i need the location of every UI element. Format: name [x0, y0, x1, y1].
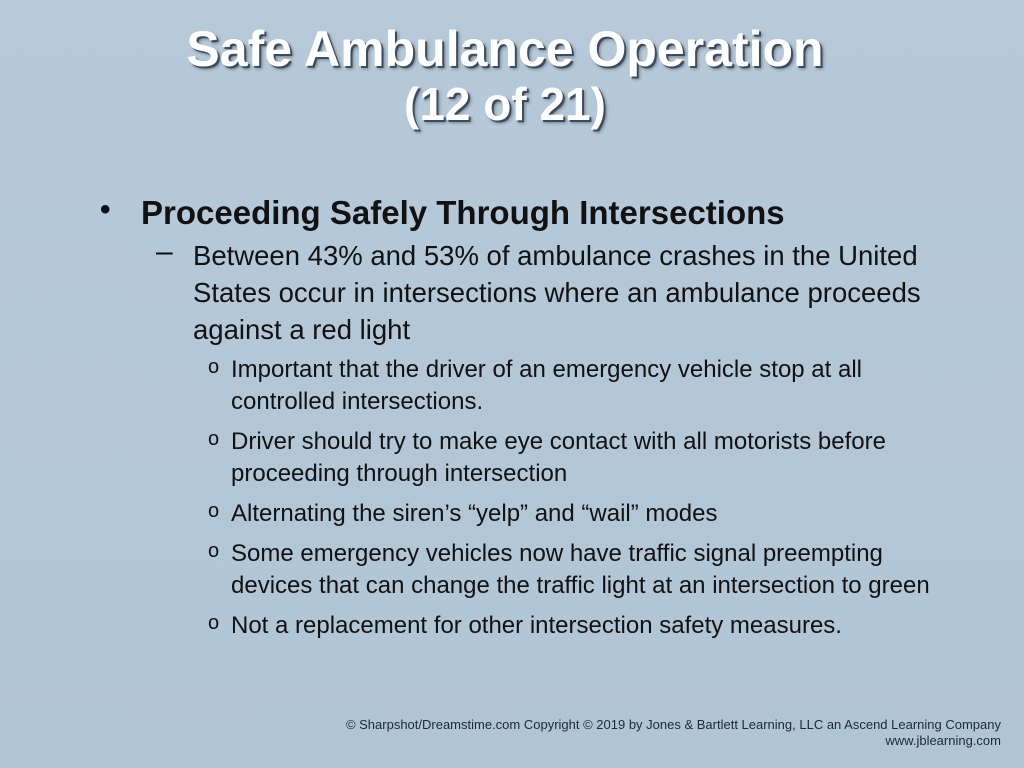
- list-item: [208, 426, 956, 490]
- bullet-circle-icon: o: [208, 500, 220, 522]
- bullet-dash-icon: –: [156, 235, 173, 268]
- list-item-text: Not a replacement for other intersection safety measures.: [231, 612, 842, 639]
- slide-title: [0, 22, 1010, 132]
- list-item: [208, 498, 956, 530]
- sub-bullet-text: Between 43% and 53% of ambulance crashes in the United States occur in intersections where an ambulance proceeds against a red light: [193, 240, 921, 345]
- bullet-dot-icon: •: [100, 193, 111, 226]
- copyright-text: © Sharpshot/Dreamstime.com Copyright © 2019 by Jones & Bartlett Learning, LLC an Ascend Learning Company: [345, 717, 1001, 732]
- title-counter: (12 of 21): [404, 78, 606, 130]
- bullet-circle-icon: o: [208, 428, 220, 450]
- publisher-url: www.jblearning.com: [885, 733, 1001, 748]
- main-bullet: [96, 193, 956, 233]
- list-item-text: Alternating the siren’s “yelp” and “wail” modes: [231, 500, 718, 527]
- detail-list: [208, 354, 956, 642]
- bullet-circle-icon: o: [208, 540, 220, 562]
- list-item: [208, 610, 956, 642]
- main-bullet-text: Proceeding Safely Through Intersections: [141, 194, 785, 231]
- list-item-text: Important that the driver of an emergency vehicle stop at all controlled intersections.: [231, 356, 862, 415]
- slide-content: [96, 193, 956, 650]
- list-item: [208, 354, 956, 418]
- bullet-circle-icon: o: [208, 356, 220, 378]
- list-item-text: Driver should try to make eye contact with all motorists before proceeding through intersection: [231, 428, 886, 487]
- list-item-text: Some emergency vehicles now have traffic signal preempting devices that can change the traffic light at an intersection to green: [231, 540, 930, 599]
- list-item: [208, 538, 956, 602]
- sub-bullet: [156, 237, 956, 348]
- copyright-footer: [346, 717, 1001, 749]
- title-main: Safe Ambulance Operation: [186, 21, 824, 77]
- bullet-circle-icon: o: [208, 612, 220, 634]
